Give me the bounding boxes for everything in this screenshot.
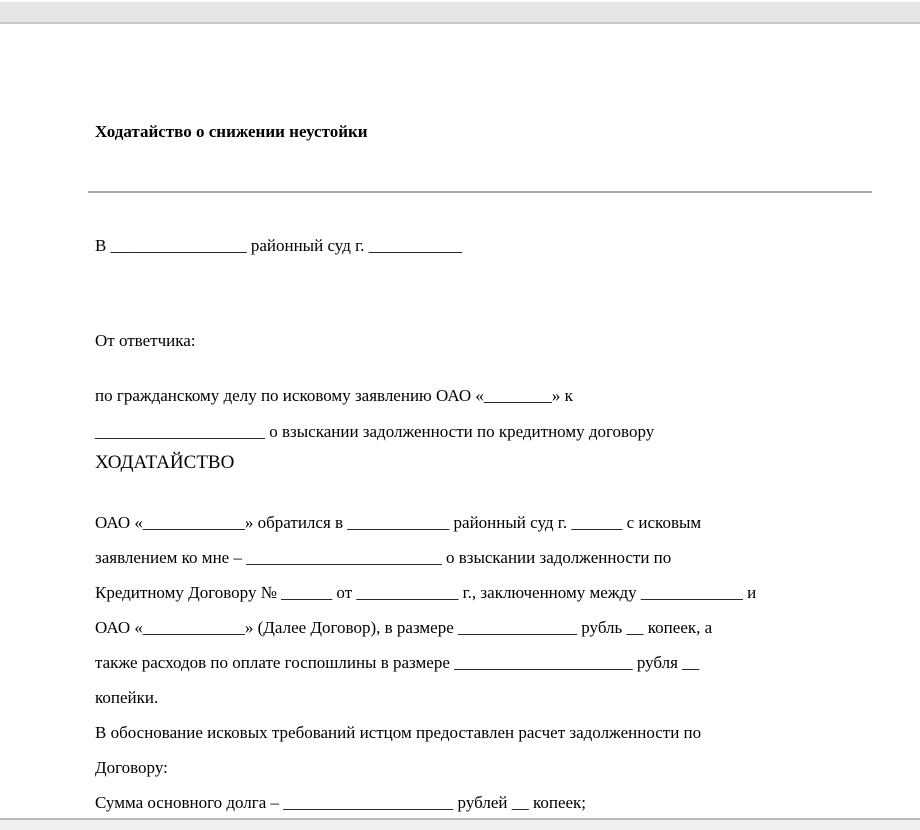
body-line: В обоснование исковых требований истцом предоставлен расчет задолженности по — [95, 723, 702, 742]
petition-heading: ХОДАТАЙСТВО — [95, 452, 235, 473]
case-description — [95, 378, 654, 450]
respondent-line: От ответчика: — [95, 331, 196, 350]
body-line: Договору: — [95, 758, 168, 777]
body-line: Кредитному Договору № ______ от ____________ г., заключенному между ____________ и — [95, 583, 757, 602]
case-line: по гражданскому делу по исковому заявлению ОАО «________» к — [95, 386, 573, 405]
body-line: также расходов по оплате госпошлины в размере _____________________ рубля __ — [95, 653, 700, 672]
body-line: заявлением ко мне – _______________________ о взыскании задолженности по — [95, 548, 672, 567]
body-line: ОАО «____________» обратился в ____________ районный суд г. ______ с исковым — [95, 513, 702, 532]
body-line: копейки. — [95, 688, 159, 707]
court-line: В ________________ районный суд г. ___________ — [95, 236, 463, 255]
window-chrome-bottom — [0, 818, 920, 830]
document-title: Ходатайство о снижении неустойки — [95, 122, 368, 141]
petition-body — [95, 505, 756, 820]
case-line: ____________________ о взыскании задолженности по кредитному договору — [95, 422, 655, 441]
body-line: ОАО «____________» (Далее Договор), в размере ______________ рубль __ копеек, а — [95, 618, 713, 637]
divider — [88, 191, 872, 193]
window-chrome-top — [0, 2, 920, 24]
body-line: Сумма основного долга – ____________________ рублей __ копеек; — [95, 793, 587, 812]
